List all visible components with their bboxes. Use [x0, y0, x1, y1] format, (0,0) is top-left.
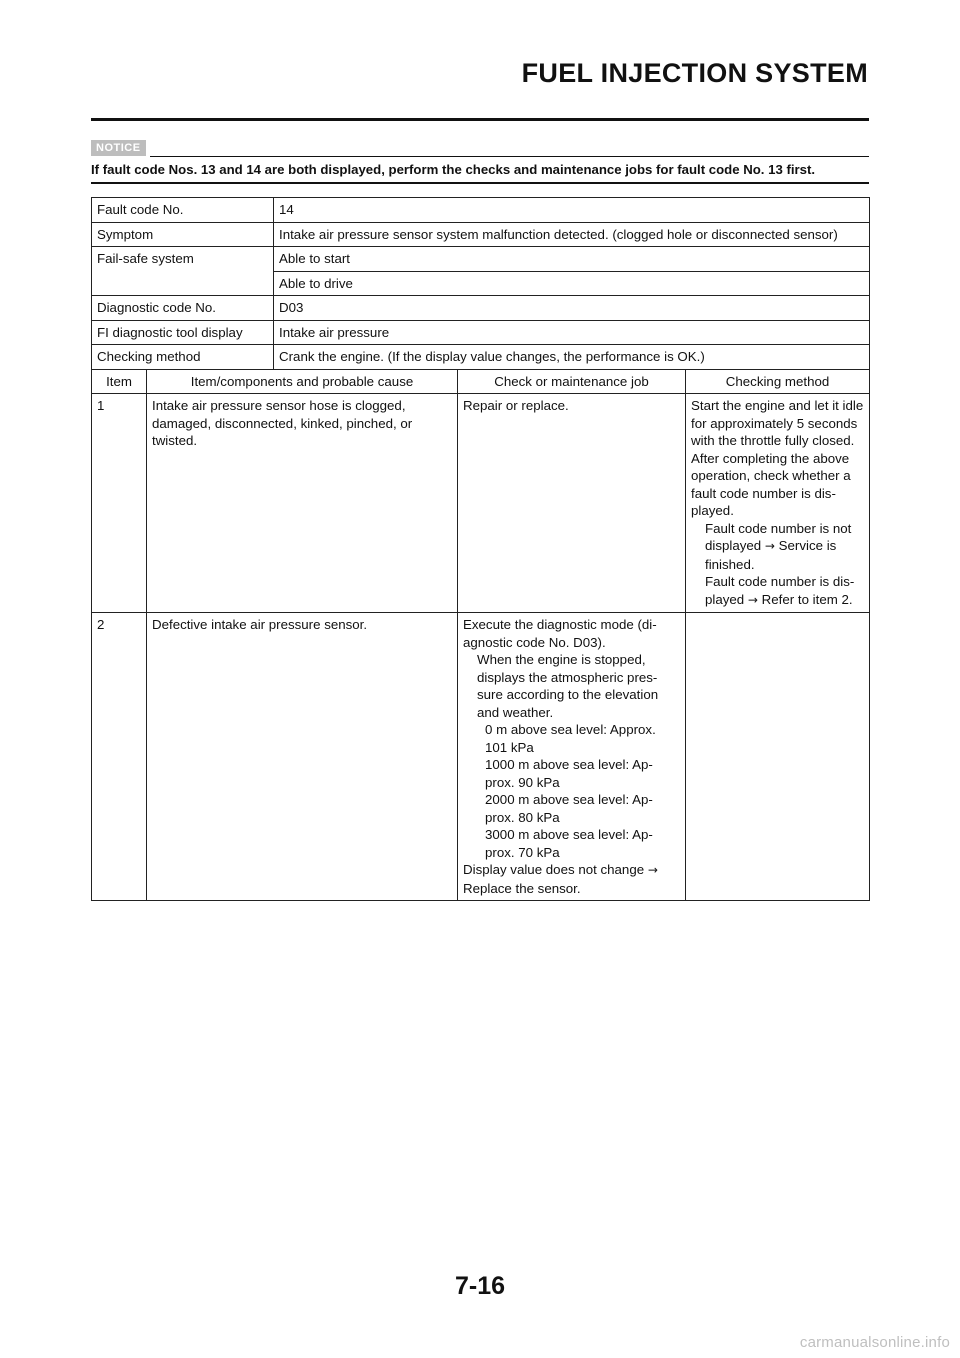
tool-display-label: FI diagnostic tool display: [92, 320, 274, 345]
page-number: 7-16: [454, 1272, 506, 1300]
item-number: 2: [92, 613, 147, 901]
fail-safe-drive: Able to drive: [274, 271, 870, 296]
arrow-icon: →: [647, 863, 658, 877]
column-header-method: Checking method: [686, 369, 870, 394]
elevation-value: 1000 m above sea level: Ap-prox. 90 kPa: [485, 757, 653, 790]
column-header-job: Check or maintenance job: [458, 369, 686, 394]
fault-code-label: Fault code No.: [92, 198, 274, 223]
column-header-item: Item: [92, 369, 147, 394]
fault-code-row: [92, 198, 870, 223]
notice-text: If fault code Nos. 13 and 14 are both displayed, perform the checks and maintenance jobs for fault code No. 13 first.: [91, 162, 816, 177]
job-condition: Display value does not change: [463, 862, 645, 877]
tool-display-value: Intake air pressure: [274, 320, 870, 345]
diagnostic-code-row: [92, 296, 870, 321]
checking-method-label: Checking method: [92, 345, 274, 370]
item-number: 1: [92, 394, 147, 613]
result-action: Service is finished.: [705, 538, 837, 572]
method-instruction-2: After completing the above operation, check whether a fault code number is dis-played.: [691, 450, 851, 518]
elevation-value: 2000 m above sea level: Ap-prox. 80 kPa: [485, 792, 653, 825]
table-row: [92, 613, 870, 901]
fault-code-value: 14: [274, 198, 870, 223]
elevation-value: 0 m above sea level: Approx. 101 kPa: [485, 722, 656, 755]
job-action: Replace the sensor.: [463, 880, 581, 896]
job-instruction: Execute the diagnostic mode (di-agnostic code No. D03).: [463, 617, 657, 650]
probable-cause: Intake air pressure sensor hose is clogged, damaged, disconnected, kinked, pinched, or twisted.: [147, 394, 458, 613]
maintenance-job: [458, 613, 686, 901]
fail-safe-row: [92, 247, 870, 272]
column-header-row: [92, 369, 870, 394]
fail-safe-label: Fail-safe system: [92, 247, 274, 296]
diagnostic-code-value: D03: [274, 296, 870, 321]
symptom-label: Symptom: [92, 222, 274, 247]
method-result-not-displayed: [691, 520, 864, 574]
table-row: [92, 394, 870, 613]
maintenance-job: Repair or replace.: [458, 394, 686, 613]
watermark: carmanualsonline.info: [799, 1334, 950, 1351]
job-note: When the engine is stopped, displays the atmospheric pres-sure according to the elevation and weather.: [477, 652, 659, 720]
arrow-icon: →: [747, 592, 758, 607]
result-condition: Fault code number is dis-played: [705, 574, 855, 607]
checking-method: [686, 394, 870, 613]
checking-method-row: [92, 345, 870, 370]
fault-code-table: [91, 197, 870, 901]
column-header-cause: Item/components and probable cause: [147, 369, 458, 394]
page-header-title: FUEL INJECTION SYSTEM: [521, 58, 868, 88]
notice-label: NOTICE: [91, 140, 146, 156]
result-condition: Fault code number is not displayed: [705, 520, 852, 553]
fail-safe-start: Able to start: [274, 247, 870, 272]
probable-cause: Defective intake air pressure sensor.: [147, 613, 458, 901]
symptom-value: Intake air pressure sensor system malfunction detected. (clogged hole or disconnected sensor): [274, 222, 870, 247]
job-final-step: [463, 861, 680, 897]
method-result-displayed: [691, 573, 864, 609]
checking-method: [686, 613, 870, 901]
result-action: Refer to item 2.: [761, 591, 853, 607]
notice-rule-bottom: [91, 182, 869, 184]
tool-display-row: [92, 320, 870, 345]
arrow-icon: →: [764, 539, 775, 553]
header-rule: [91, 118, 869, 121]
checking-method-value: Crank the engine. (If the display value changes, the performance is OK.): [274, 345, 870, 370]
elevation-value: 3000 m above sea level: Ap-prox. 70 kPa: [485, 827, 653, 860]
notice-rule: [150, 156, 869, 157]
symptom-row: [92, 222, 870, 247]
method-instruction: Start the engine and let it idle for approximately 5 seconds with the throttle fully closed.: [691, 398, 864, 448]
diagnostic-code-label: Diagnostic code No.: [92, 296, 274, 321]
